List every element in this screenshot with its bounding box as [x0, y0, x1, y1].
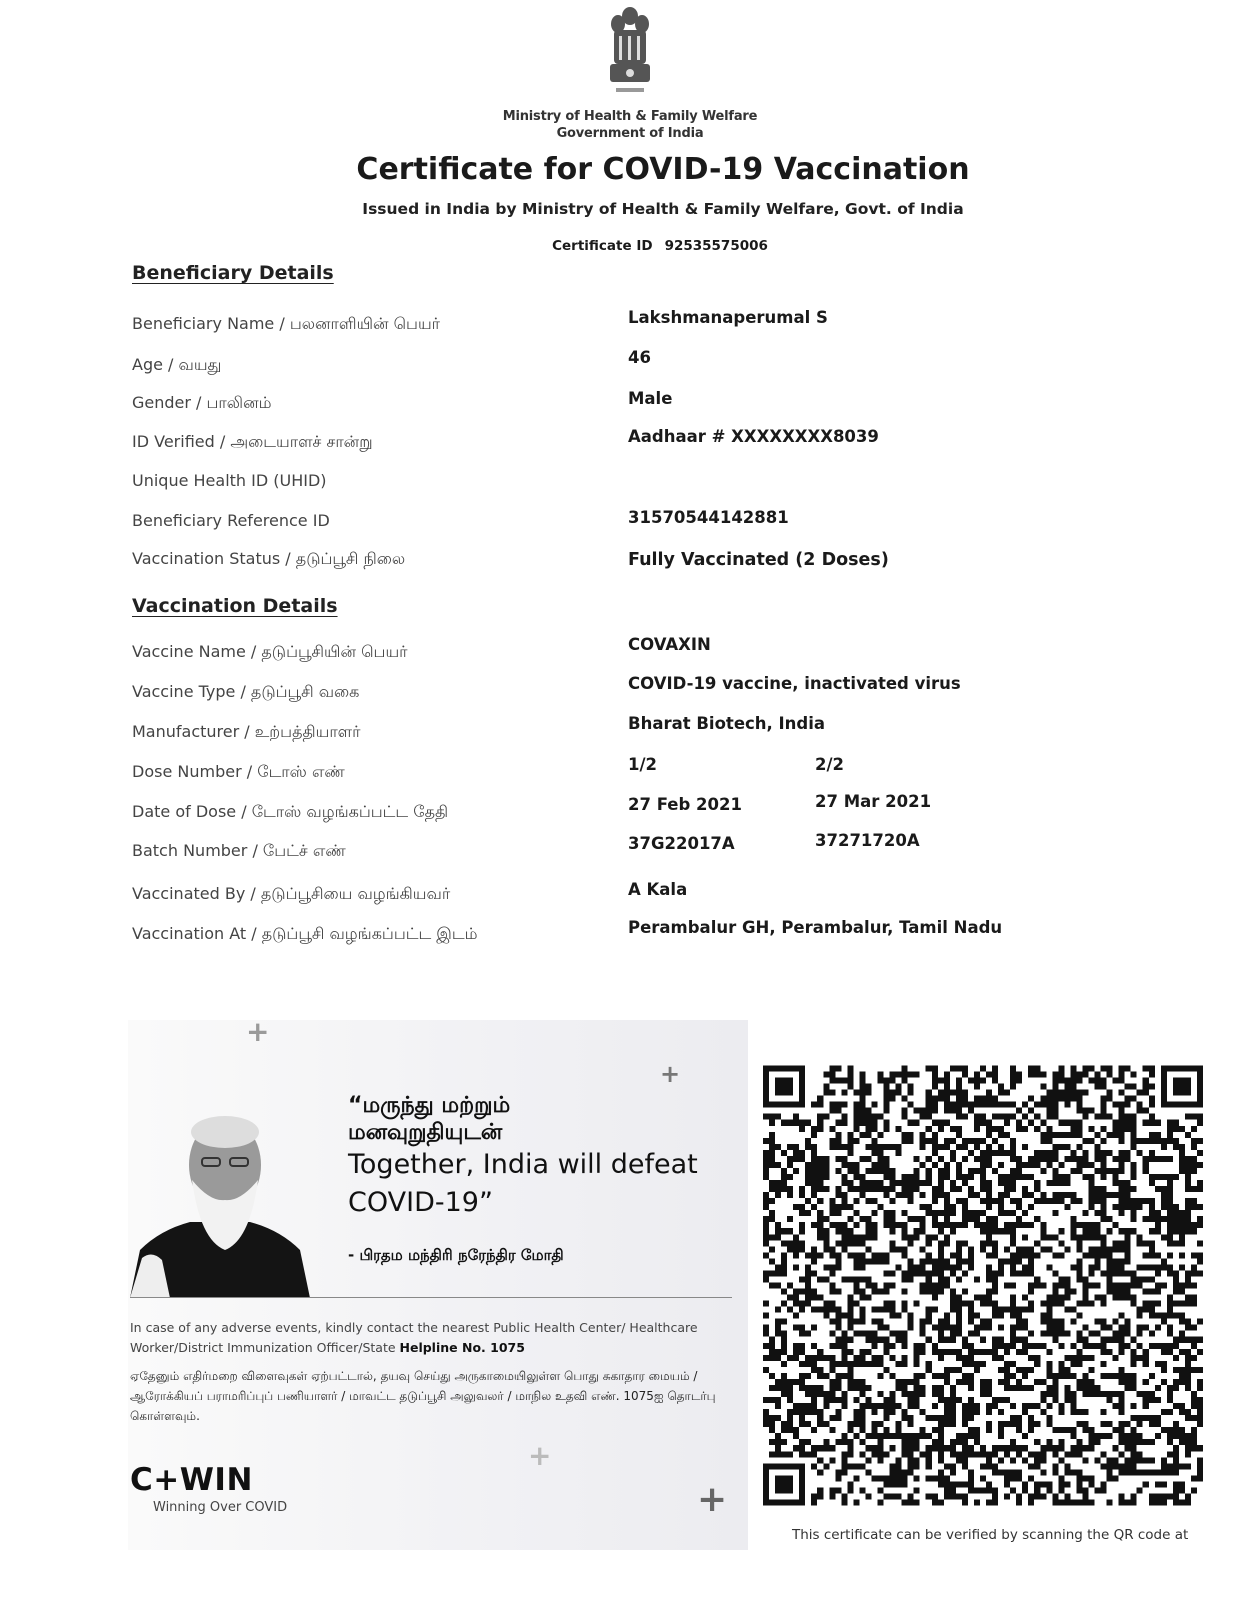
- vaccinated-by-label: Vaccinated By / தடுப்பூசியை வழங்கியவர்: [132, 884, 451, 903]
- quote-tamil-line-1: “மருந்து மற்றும்: [348, 1093, 511, 1118]
- banner-divider: [130, 1297, 732, 1298]
- ministry-line-1: Ministry of Health & Family Welfare: [502, 109, 758, 124]
- adverse-events-notice-en: [130, 1318, 730, 1358]
- qr-verification-note: This certificate can be verified by scanning the QR code at: [792, 1527, 1189, 1543]
- dose-number-2: 2/2: [815, 755, 844, 774]
- ministry-line-2: Government of India: [556, 126, 704, 141]
- vaccine-type-label: Vaccine Type / தடுப்பூசி வகை: [132, 682, 360, 701]
- vaccine-name-label: Vaccine Name / தடுப்பூசியின் பெயர்: [132, 642, 408, 661]
- qr-modules: [763, 1066, 1203, 1506]
- beneficiary-reference-id-label: Beneficiary Reference ID: [132, 511, 330, 530]
- beneficiary-name-value: Lakshmanaperumal S: [628, 308, 828, 327]
- cowin-logo: C+WIN: [130, 1462, 253, 1498]
- vaccine-name-value: COVAXIN: [628, 635, 711, 654]
- qr-finder-pattern: [763, 1463, 805, 1505]
- certificate-subtitle: Issued in India by Ministry of Health & Family Welfare, Govt. of India: [362, 200, 964, 218]
- quote-attribution: - பிரதம மந்திரி நரேந்திர மோதி: [348, 1246, 564, 1264]
- batch-number-1: 37G22017A: [628, 834, 735, 853]
- id-verified-label: ID Verified / அடையாளச் சான்று: [132, 432, 373, 451]
- dose-number-1: 1/2: [628, 755, 657, 774]
- batch-number-label: Batch Number / பேட்ச் எண்: [132, 841, 346, 860]
- pm-quote: [348, 1092, 728, 1222]
- vaccinated-by-value: A Kala: [628, 880, 688, 899]
- vaccination-at-value: Perambalur GH, Perambalur, Tamil Nadu: [628, 918, 1003, 937]
- helpline-number: Helpline No. 1075: [399, 1340, 525, 1355]
- date-of-dose-1: 27 Feb 2021: [628, 795, 742, 814]
- qr-finder-pattern: [1161, 1066, 1203, 1108]
- batch-number-2: 37271720A: [815, 831, 920, 850]
- manufacturer-value: Bharat Biotech, India: [628, 714, 826, 733]
- plus-decoration-icon: +: [246, 1015, 270, 1048]
- vaccine-type-value: COVID-19 vaccine, inactivated virus: [628, 674, 961, 693]
- certificate-id-label: Certificate ID: [552, 238, 653, 254]
- qr-finder-pattern: [763, 1066, 805, 1108]
- adverse-events-text: In case of any adverse events, kindly contact the nearest Public Health Center/ Healthcare Worker/District Immunization Officer/State: [130, 1320, 698, 1355]
- gender-value: Male: [628, 389, 673, 408]
- vaccination-status-value: Fully Vaccinated (2 Doses): [628, 550, 889, 570]
- plus-decoration-icon: +: [697, 1479, 728, 1520]
- beneficiary-section-title: Beneficiary Details: [132, 262, 334, 284]
- dose-number-label: Dose Number / டோஸ் எண்: [132, 762, 345, 781]
- age-value: 46: [628, 348, 651, 367]
- vaccination-at-label: Vaccination At / தடுப்பூசி வழங்கப்பட்ட இடம்: [132, 924, 478, 943]
- state-emblem-icon: [604, 4, 656, 100]
- vaccination-status-label: Vaccination Status / தடுப்பூசி நிலை: [132, 549, 406, 568]
- beneficiary-name-label: Beneficiary Name / பலனாளியின் பெயர்: [132, 314, 441, 333]
- uhid-label: Unique Health ID (UHID): [132, 471, 327, 490]
- certificate-id: [0, 238, 1236, 254]
- date-of-dose-label: Date of Dose / டோஸ் வழங்கப்பட்ட தேதி: [132, 802, 449, 821]
- beneficiary-reference-id-value: 31570544142881: [628, 508, 789, 527]
- prime-minister-portrait: [130, 1110, 310, 1298]
- verification-qr-code-icon[interactable]: [763, 1063, 1203, 1508]
- ministry-heading: [0, 108, 1236, 142]
- quote-english-line-1: Together, India will defeat: [348, 1149, 698, 1180]
- certificate-id-value: 92535575006: [664, 238, 768, 254]
- quote-english-line-2: COVID-19”: [348, 1187, 493, 1218]
- manufacturer-label: Manufacturer / உற்பத்தியாளர்: [132, 722, 361, 741]
- cowin-tagline: Winning Over COVID: [153, 1500, 288, 1515]
- gender-label: Gender / பாலினம்: [132, 393, 272, 412]
- plus-decoration-icon: +: [528, 1439, 552, 1472]
- date-of-dose-2: 27 Mar 2021: [815, 792, 932, 811]
- id-verified-value: Aadhaar # XXXXXXXX8039: [628, 427, 879, 446]
- plus-decoration-icon: +: [660, 1060, 681, 1088]
- age-label: Age / வயது: [132, 355, 222, 374]
- certificate-title: Certificate for COVID-19 Vaccination: [356, 152, 970, 187]
- vaccination-section-title: Vaccination Details: [132, 595, 338, 617]
- adverse-events-notice-ta: ஏதேனும் எதிர்மறை விளைவுகள் ஏற்பட்டால், தயவு செய்து அருகாமையிலுள்ள பொது சுகாதார மையம் / ஆரோக்கியப் பராமரிப்புப் பணியாளர் / மாவட்ட தடுப்பூசி அலுவலர் / மாநில உதவி எண். 1075ஐ தொடர்பு கொள்ளவும்.: [130, 1369, 716, 1423]
- quote-tamil-line-2: மனவுறுதியுடன்: [348, 1120, 503, 1145]
